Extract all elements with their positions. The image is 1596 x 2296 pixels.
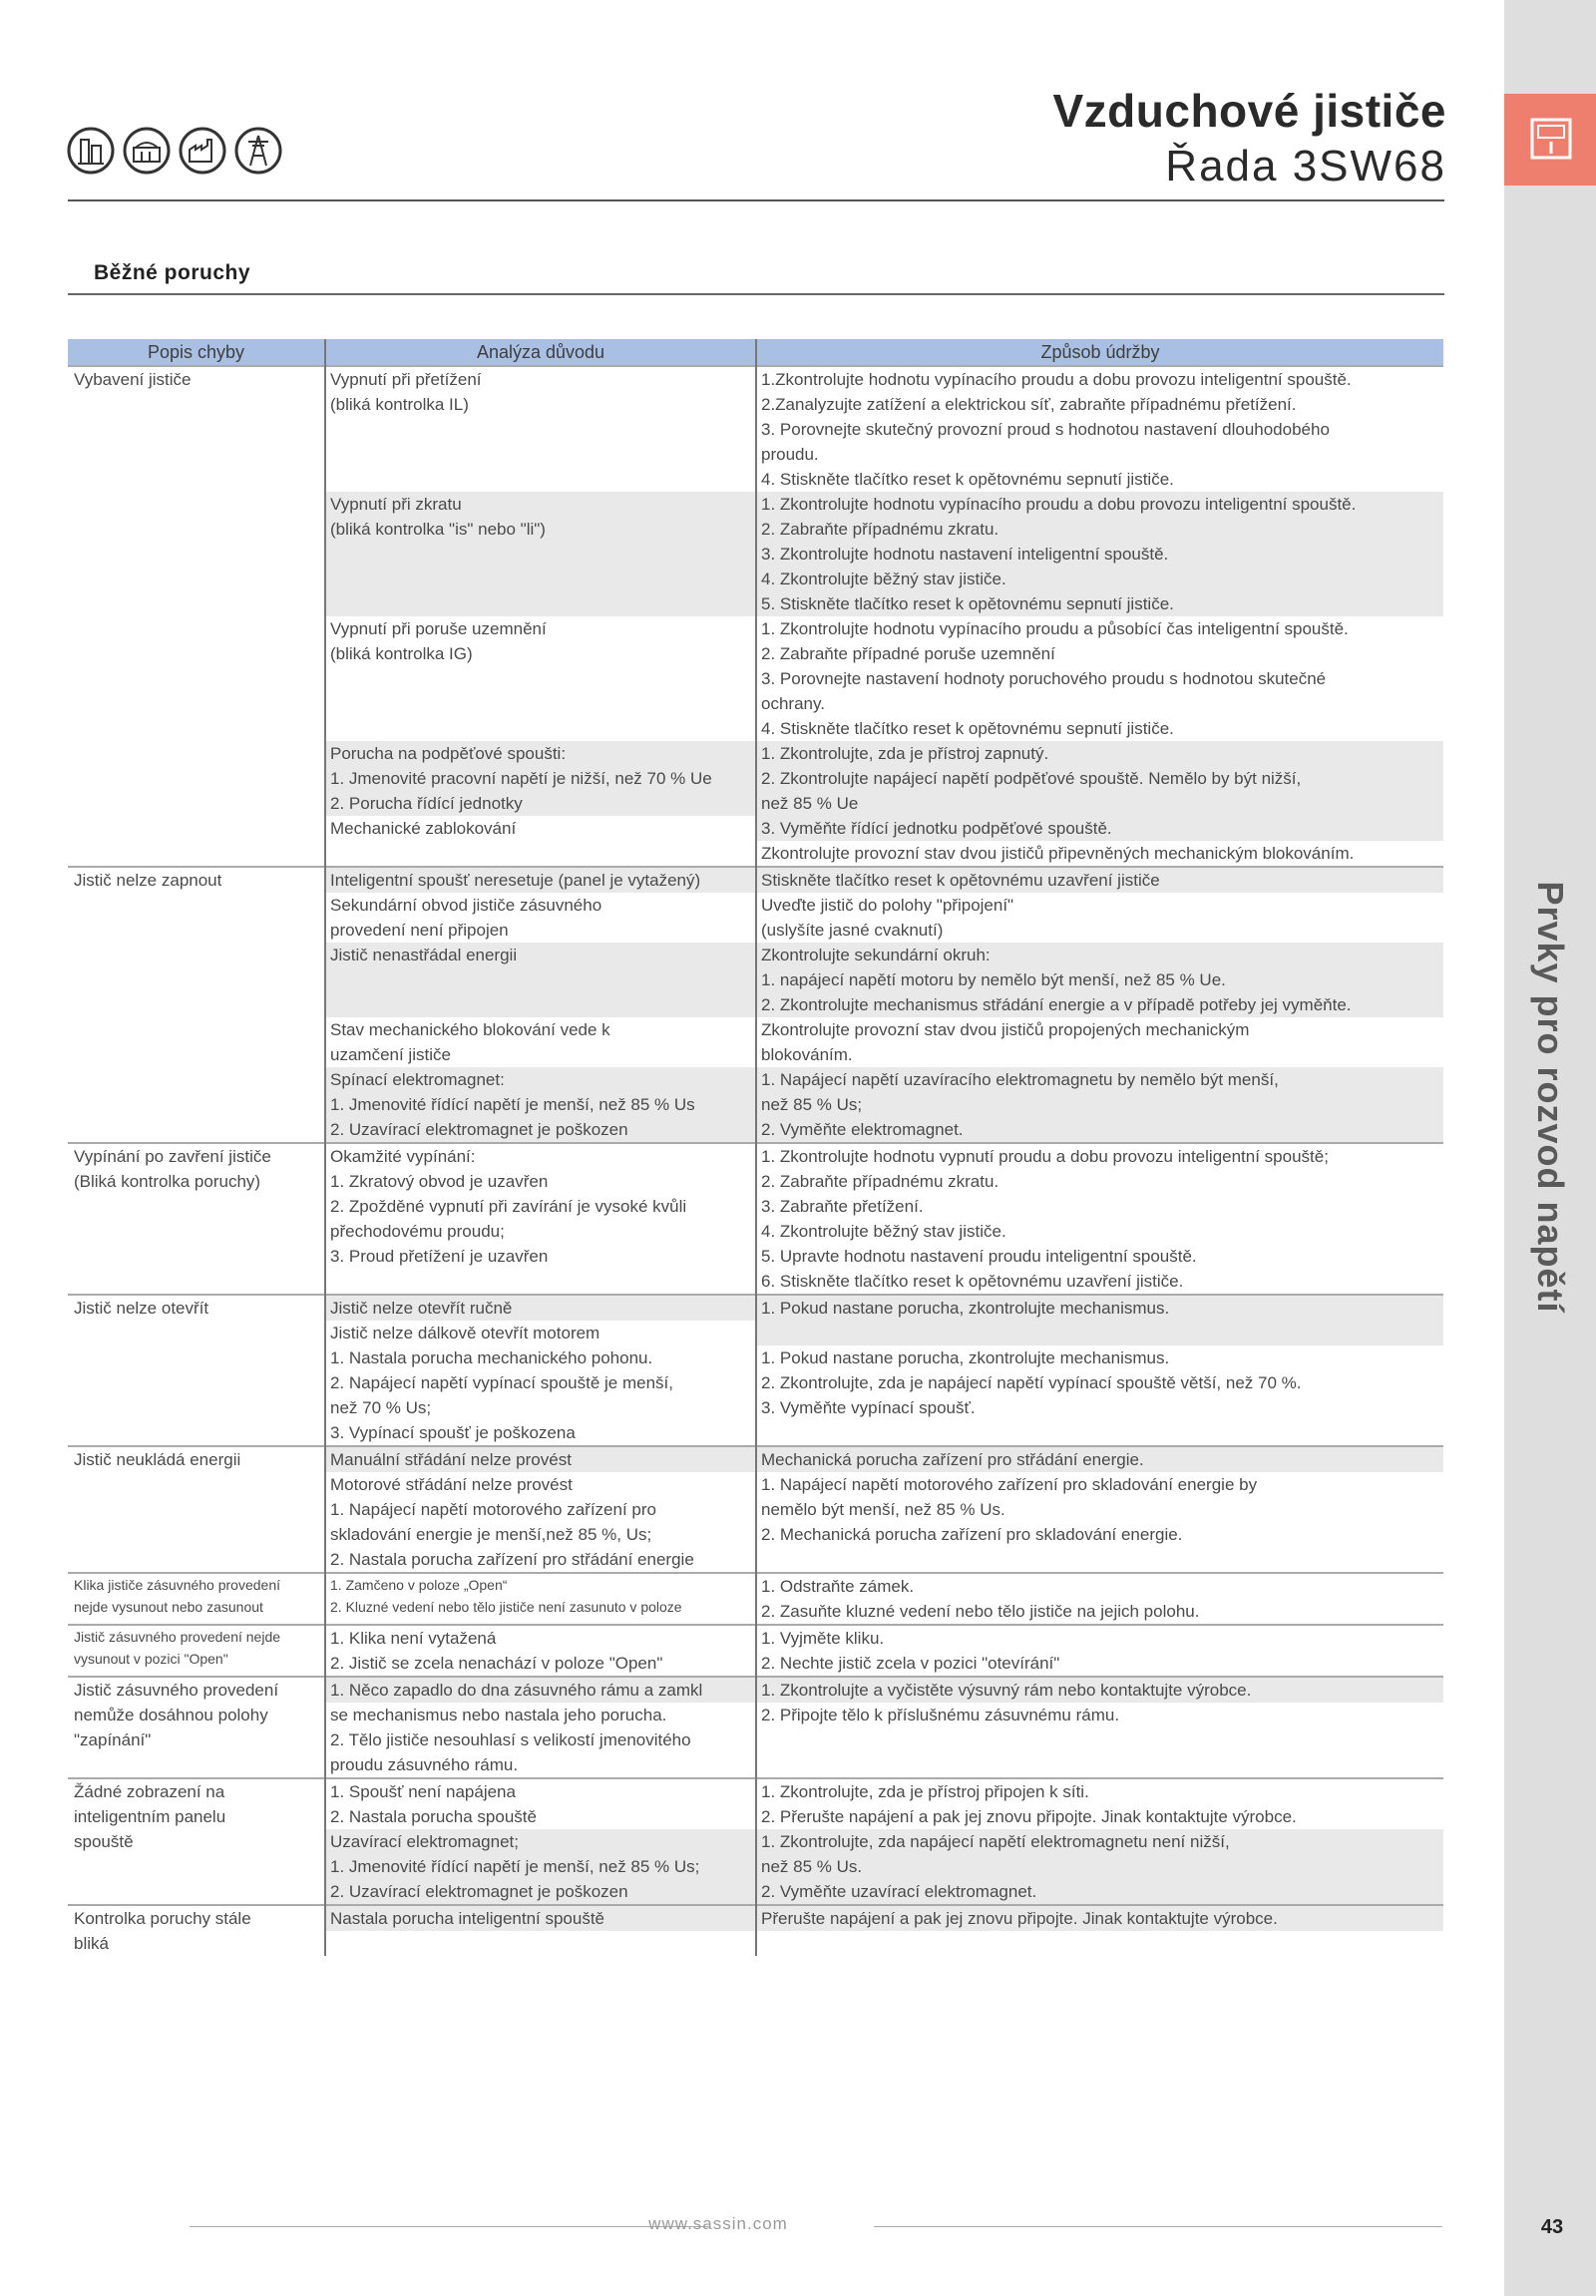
maintenance-line: 4. Stiskněte tlačítko reset k opětovnému sepnutí jističe. bbox=[761, 719, 1174, 738]
maintenance-line: 2. Nechte jistič zcela v pozici "otevírání" bbox=[761, 1654, 1060, 1673]
cause-analysis-line: (bliká kontrolka IL) bbox=[330, 395, 469, 414]
maintenance-cell bbox=[756, 1143, 1443, 1295]
cause-analysis-line: 1. Něco zapadlo do dna zásuvného rámu a zamkl bbox=[326, 1678, 755, 1703]
fault-description-cell bbox=[68, 867, 325, 1143]
cause-analysis-cell bbox=[325, 1905, 756, 1956]
maintenance-cell bbox=[756, 1677, 1443, 1778]
page-subtitle: Řada 3SW68 bbox=[1165, 142, 1446, 191]
fault-description-cell bbox=[68, 1573, 325, 1625]
fault-description-cell bbox=[68, 1905, 325, 1956]
table-row bbox=[68, 1295, 1443, 1446]
maintenance-line: proudu. bbox=[761, 445, 819, 464]
cause-analysis-line: 2. Porucha řídící jednotky bbox=[326, 791, 755, 816]
cause-analysis-line: Manuální střádání nelze provést bbox=[326, 1447, 755, 1472]
cause-analysis-line: Okamžité vypínání: bbox=[330, 1147, 476, 1166]
maintenance-line: 6. Stiskněte tlačítko reset k opětovnému uzavření jističe. bbox=[761, 1272, 1184, 1291]
cause-analysis-line: Motorové střádání nelze provést bbox=[330, 1475, 573, 1494]
cause-analysis-line: Spínací elektromagnet: bbox=[326, 1067, 755, 1092]
table-row bbox=[68, 1625, 1443, 1677]
cause-analysis-line: přechodovému proudu; bbox=[330, 1222, 505, 1241]
cause-analysis-line bbox=[326, 716, 755, 741]
fault-description-text: Jistič nelze otevřít bbox=[74, 1299, 209, 1318]
maintenance-line: 3. Porovnejte nastavení hodnoty poruchového proudu s hodnotou skutečné bbox=[761, 669, 1327, 688]
header-fault-description: Popis chyby bbox=[68, 339, 325, 366]
cause-analysis-line bbox=[326, 691, 755, 716]
maintenance-line: 1. Zkontrolujte, zda napájecí napětí elektromagnetu není nižší, bbox=[757, 1829, 1443, 1854]
table-row bbox=[68, 1677, 1443, 1778]
maintenance-line: 1. Pokud nastane porucha, zkontrolujte mechanismus. bbox=[757, 1296, 1443, 1321]
sidebar-tab bbox=[1504, 94, 1596, 186]
fault-description-text: vysunout v pozici "Open" bbox=[74, 1651, 228, 1667]
cause-analysis-line: 1. Nastala porucha mechanického pohonu. bbox=[330, 1348, 653, 1367]
page-number: 43 bbox=[1540, 2216, 1564, 2238]
cause-analysis-cell bbox=[325, 1778, 756, 1905]
maintenance-cell bbox=[756, 867, 1443, 1143]
cause-analysis-line: 2. Kluzné vedení nebo tělo jističe není zasunuto v poloze bbox=[330, 1599, 682, 1615]
fault-description-cell bbox=[68, 1778, 325, 1905]
fault-description-text: spouště bbox=[74, 1832, 134, 1851]
maintenance-line: 1. Zkontrolujte, zda je přístroj zapnutý. bbox=[757, 741, 1443, 766]
fault-description-text: Žádné zobrazení na bbox=[74, 1782, 225, 1801]
cause-analysis-cell bbox=[325, 1446, 756, 1573]
fault-description-text: Jistič nelze zapnout bbox=[74, 871, 222, 890]
fault-description-text: Vypínání po zavření jističe bbox=[74, 1147, 271, 1166]
cause-analysis-line: 2. Napájecí napětí vypínací spouště je menší, bbox=[330, 1373, 673, 1392]
header-icons bbox=[66, 126, 283, 176]
building-icon bbox=[66, 126, 116, 176]
maintenance-line: 3. Vyměňte řídící jednotku podpěťové spouště. bbox=[757, 816, 1443, 841]
maintenance-line: 3. Zkontrolujte hodnotu nastavení inteligentní spouště. bbox=[757, 542, 1443, 567]
maintenance-cell bbox=[756, 366, 1443, 867]
cause-analysis-line: 1. Zkratový obvod je uzavřen bbox=[330, 1172, 549, 1191]
maintenance-line: 1. Zkontrolujte a vyčistěte výsuvný rám nebo kontaktujte výrobce. bbox=[757, 1678, 1443, 1703]
fault-description-cell bbox=[68, 1446, 325, 1573]
power-tower-icon bbox=[233, 126, 283, 176]
cause-analysis-line bbox=[326, 417, 755, 442]
cause-analysis-line bbox=[326, 666, 755, 691]
cause-analysis-line: 2. Nastala porucha zařízení pro střádání energie bbox=[330, 1550, 694, 1569]
fault-description-cell bbox=[68, 366, 325, 867]
maintenance-line: 2. Připojte tělo k příslušnému zásuvnému rámu. bbox=[761, 1706, 1120, 1724]
cause-analysis-cell bbox=[325, 1625, 756, 1677]
cause-analysis-line: Stav mechanického blokování vede k bbox=[330, 1020, 610, 1039]
section-title: Běžné poruchy bbox=[94, 261, 251, 284]
maintenance-line: 2. Mechanická porucha zařízení pro skladování energie. bbox=[761, 1525, 1183, 1544]
table-row bbox=[68, 1446, 1443, 1573]
cause-analysis-cell bbox=[325, 1295, 756, 1446]
cause-analysis-line: (bliká kontrolka "is" nebo "li") bbox=[326, 517, 755, 542]
maintenance-line: 5. Upravte hodnotu nastavení proudu inteligentní spouště. bbox=[761, 1247, 1197, 1266]
maintenance-line: ochrany. bbox=[761, 694, 825, 713]
maintenance-line: 1. Zkontrolujte hodnotu vypínacího proudu a působící čas inteligentní spouště. bbox=[761, 619, 1349, 638]
maintenance-line: 4. Stiskněte tlačítko reset k opětovnému sepnutí jističe. bbox=[761, 470, 1174, 489]
page-title: Vzduchové jističe bbox=[1052, 85, 1446, 137]
maintenance-line: Zkontrolujte provozní stav dvou jističů připevněných mechanickým blokováním. bbox=[761, 844, 1355, 863]
maintenance-line: 1. Odstraňte zámek. bbox=[761, 1577, 915, 1596]
cause-analysis-line: než 70 % Us; bbox=[330, 1398, 432, 1417]
fault-description-text: bliká bbox=[74, 1934, 109, 1953]
cause-analysis-line: 2. Nastala porucha spouště bbox=[330, 1807, 537, 1826]
cause-analysis-line: Vypnutí při přetížení bbox=[330, 370, 482, 389]
maintenance-line: 2. Zabraňte případné poruše uzemnění bbox=[761, 644, 1055, 663]
cause-analysis-line: Inteligentní spoušť neresetuje (panel je vytažený) bbox=[326, 868, 755, 893]
maintenance-line: 2. Zkontrolujte napájecí napětí podpěťové spouště. Nemělo by být nižší, bbox=[757, 766, 1443, 791]
maintenance-line: 1. Zkontrolujte hodnotu vypnutí proudu a dobu provozu inteligentní spouště; bbox=[761, 1147, 1329, 1166]
cause-analysis-line bbox=[326, 467, 755, 492]
cause-analysis-line: Nastala porucha inteligentní spouště bbox=[326, 1906, 755, 1931]
cause-analysis-cell bbox=[325, 1677, 756, 1778]
table-row bbox=[68, 1143, 1443, 1295]
fault-description-cell bbox=[68, 1143, 325, 1295]
maintenance-line: 3. Porovnejte skutečný provozní proud s hodnotou nastavení dlouhodobého bbox=[761, 420, 1330, 439]
table-row bbox=[68, 366, 1443, 867]
maintenance-line: Zkontrolujte provozní stav dvou jističů propojených mechanickým bbox=[761, 1020, 1250, 1039]
table-row bbox=[68, 867, 1443, 1143]
maintenance-line: Stiskněte tlačítko reset k opětovnému uzavření jističe bbox=[757, 868, 1443, 893]
maintenance-cell bbox=[756, 1446, 1443, 1573]
maintenance-line: než 85 % Us; bbox=[757, 1092, 1443, 1117]
maintenance-line: 2. Zabraňte případnému zkratu. bbox=[761, 1172, 999, 1191]
maintenance-line: 2. Vyměňte uzavírací elektromagnet. bbox=[757, 1879, 1443, 1904]
maintenance-line: než 85 % Ue bbox=[757, 791, 1443, 816]
maintenance-line: 2. Vyměňte elektromagnet. bbox=[757, 1117, 1443, 1142]
cause-analysis-line: Vypnutí při poruše uzemnění bbox=[330, 619, 547, 638]
cause-analysis-line: 1. Zamčeno v poloze „Open“ bbox=[330, 1577, 508, 1593]
maintenance-line: 1.Zkontrolujte hodnotu vypínacího proudu a dobu provozu inteligentní spouště. bbox=[761, 370, 1352, 389]
title-divider bbox=[68, 199, 1444, 201]
cause-analysis-line: 2. Tělo jističe nesouhlasí s velikostí jmenovitého bbox=[330, 1730, 691, 1749]
maintenance-line: nemělo být menší, než 85 % Us. bbox=[761, 1500, 1005, 1519]
maintenance-line: Přerušte napájení a pak jej znovu připojte. Jinak kontaktujte výrobce. bbox=[757, 1906, 1443, 1931]
cause-analysis-line: Sekundární obvod jističe zásuvného bbox=[330, 896, 602, 915]
footer-url: www.sassin.com bbox=[648, 2214, 788, 2233]
cause-analysis-line: 1. Spoušť není napájena bbox=[330, 1782, 516, 1801]
maintenance-line: 5. Stiskněte tlačítko reset k opětovnému sepnutí jističe. bbox=[757, 591, 1443, 616]
maintenance-line: 1. napájecí napětí motoru by nemělo být menší, než 85 % Ue. bbox=[757, 967, 1443, 992]
maintenance-line: 4. Zkontrolujte běžný stav jističe. bbox=[757, 567, 1443, 591]
maintenance-cell bbox=[756, 1905, 1443, 1956]
cause-analysis-line bbox=[326, 567, 755, 591]
maintenance-line: 2. Přerušte napájení a pak jej znovu připojte. Jinak kontaktujte výrobce. bbox=[761, 1807, 1297, 1826]
cause-analysis-line: proudu zásuvného rámu. bbox=[330, 1755, 519, 1774]
maintenance-line: 2. Zkontrolujte, zda je napájecí napětí vypínací spouště větší, než 70 %. bbox=[761, 1373, 1302, 1392]
fault-description-text: (Bliká kontrolka poruchy) bbox=[74, 1172, 261, 1191]
cause-analysis-line bbox=[326, 992, 755, 1017]
cause-analysis-line: 1. Jmenovité pracovní napětí je nižší, než 70 % Ue bbox=[326, 766, 755, 791]
cause-analysis-line bbox=[326, 442, 755, 467]
cause-analysis-line: skladování energie je menší,než 85 %, Us; bbox=[330, 1525, 652, 1544]
fault-description-text: nejde vysunout nebo zasunout bbox=[74, 1599, 263, 1615]
header-cause-analysis: Analýza důvodu bbox=[325, 339, 756, 366]
maintenance-line: Uveďte jistič do polohy "připojení" bbox=[761, 896, 1014, 915]
sidebar-chapter-label: Prvky pro rozvod napětí bbox=[1530, 881, 1571, 1314]
maintenance-line: blokováním. bbox=[761, 1045, 853, 1064]
cause-analysis-line: se mechanismus nebo nastala jeho porucha. bbox=[330, 1706, 667, 1724]
cause-analysis-cell bbox=[325, 366, 756, 867]
cause-analysis-line bbox=[326, 542, 755, 567]
maintenance-line: Zkontrolujte sekundární okruh: bbox=[757, 943, 1443, 967]
maintenance-line: 2. Zabraňte případnému zkratu. bbox=[757, 517, 1443, 542]
fault-description-cell bbox=[68, 1677, 325, 1778]
cause-analysis-line: Jistič nelze otevřít ručně bbox=[326, 1296, 755, 1321]
fault-description-cell bbox=[68, 1295, 325, 1446]
maintenance-line: 1. Napájecí napětí uzavíracího elektromagnetu by nemělo být menší, bbox=[757, 1067, 1443, 1092]
cause-analysis-line: 1. Jmenovité řídící napětí je menší, než 85 % Us bbox=[326, 1092, 755, 1117]
fault-description-text: Vybavení jističe bbox=[74, 370, 192, 389]
cause-analysis-line: 2. Uzavírací elektromagnet je poškozen bbox=[326, 1117, 755, 1142]
maintenance-line: 3. Zabraňte přetížení. bbox=[761, 1197, 924, 1216]
maintenance-cell bbox=[756, 1625, 1443, 1677]
cause-analysis-cell bbox=[325, 1143, 756, 1295]
cause-analysis-line: 2. Zpožděné vypnutí při zavírání je vysoké kvůli bbox=[330, 1197, 687, 1216]
maintenance-line: 3. Vyměňte vypínací spoušť. bbox=[761, 1398, 976, 1417]
cause-analysis-cell bbox=[325, 867, 756, 1143]
cause-analysis-line: uzamčení jističe bbox=[330, 1045, 451, 1064]
maintenance-cell bbox=[756, 1778, 1443, 1905]
cause-analysis-line bbox=[326, 967, 755, 992]
maintenance-cell bbox=[756, 1295, 1443, 1446]
fault-description-text: Kontrolka poruchy stále bbox=[74, 1909, 251, 1928]
fault-description-text: Klika jističe zásuvného provedení bbox=[74, 1577, 281, 1593]
faults-table bbox=[68, 339, 1443, 1956]
cause-analysis-line: 3. Proud přetížení je uzavřen bbox=[330, 1247, 549, 1266]
maintenance-line: než 85 % Us. bbox=[757, 1854, 1443, 1879]
maintenance-line: 2.Zanalyzujte zatížení a elektrickou síť, zabraňte případnému přetížení. bbox=[761, 395, 1297, 414]
cause-analysis-line: Jistič nelze dálkově otevřít motorem bbox=[330, 1324, 600, 1342]
maintenance-line: 1. Zkontrolujte, zda je přístroj připojen k síti. bbox=[761, 1782, 1089, 1801]
maintenance-line bbox=[757, 1321, 1443, 1345]
cause-analysis-line: 3. Vypínací spoušť je poškozena bbox=[330, 1423, 576, 1442]
cause-analysis-line: Jistič nenastřádal energii bbox=[326, 943, 755, 967]
cause-analysis-line bbox=[326, 591, 755, 616]
maintenance-line: 1. Pokud nastane porucha, zkontrolujte mechanismus. bbox=[761, 1348, 1170, 1367]
breaker-icon bbox=[1504, 94, 1596, 186]
maintenance-line: 2. Zasuňte kluzné vedení nebo tělo jističe na jejich polohu. bbox=[761, 1602, 1200, 1621]
section-divider bbox=[68, 293, 1444, 295]
fault-description-text: "zapínání" bbox=[74, 1730, 152, 1749]
fault-description-text: Jistič zásuvného provedení bbox=[74, 1681, 279, 1700]
cause-analysis-line: 1. Jmenovité řídící napětí je menší, než 85 % Us; bbox=[326, 1854, 755, 1879]
maintenance-line: 4. Zkontrolujte běžný stav jističe. bbox=[761, 1222, 1006, 1241]
cause-analysis-line: 1. Klika není vytažená bbox=[330, 1629, 497, 1648]
cause-analysis-line: 2. Uzavírací elektromagnet je poškozen bbox=[326, 1879, 755, 1904]
cause-analysis-line: 1. Napájecí napětí motorového zařízení pro bbox=[330, 1500, 656, 1519]
fault-description-text: Jistič neukládá energii bbox=[74, 1450, 241, 1469]
table-row bbox=[68, 1778, 1443, 1905]
fault-description-cell bbox=[68, 1625, 325, 1677]
cause-analysis-line: Mechanické zablokování bbox=[330, 819, 517, 838]
maintenance-line: 1. Napájecí napětí motorového zařízení pro skladování energie by bbox=[761, 1475, 1258, 1494]
fault-description-text: inteligentním panelu bbox=[74, 1807, 226, 1826]
maintenance-line: 1. Vyjměte kliku. bbox=[761, 1629, 885, 1648]
maintenance-line: Mechanická porucha zařízení pro střádání energie. bbox=[757, 1447, 1443, 1472]
factory-icon bbox=[122, 126, 172, 176]
cause-analysis-line: (bliká kontrolka IG) bbox=[330, 644, 473, 663]
table-row bbox=[68, 1573, 1443, 1625]
maintenance-line: 2. Zkontrolujte mechanismus střádání energie a v případě potřeby jej vyměňte. bbox=[757, 992, 1443, 1017]
table-row bbox=[68, 1905, 1443, 1956]
header-maintenance: Způsob údržby bbox=[756, 339, 1443, 366]
fault-description-text: nemůže dosáhnou polohy bbox=[74, 1706, 268, 1724]
cause-analysis-line: 2. Jistič se zcela nenachází v poloze "Open" bbox=[330, 1654, 663, 1673]
faults-table-wrapper bbox=[68, 339, 1443, 1956]
industry-icon bbox=[178, 126, 227, 176]
cause-analysis-line: Porucha na podpěťové spoušti: bbox=[326, 741, 755, 766]
cause-analysis-line: provedení není připojen bbox=[330, 921, 509, 940]
maintenance-cell bbox=[756, 1573, 1443, 1625]
table-header-row bbox=[68, 339, 1443, 366]
fault-description-text: Jistič zásuvného provedení nejde bbox=[74, 1629, 281, 1645]
cause-analysis-line: Vypnutí při zkratu bbox=[326, 492, 755, 517]
maintenance-line: 1. Zkontrolujte hodnotu vypínacího proudu a dobu provozu inteligentní spouště. bbox=[757, 492, 1443, 517]
maintenance-line: (uslyšíte jasné cvaknutí) bbox=[761, 921, 944, 940]
cause-analysis-line: Uzavírací elektromagnet; bbox=[326, 1829, 755, 1854]
cause-analysis-cell bbox=[325, 1573, 756, 1625]
